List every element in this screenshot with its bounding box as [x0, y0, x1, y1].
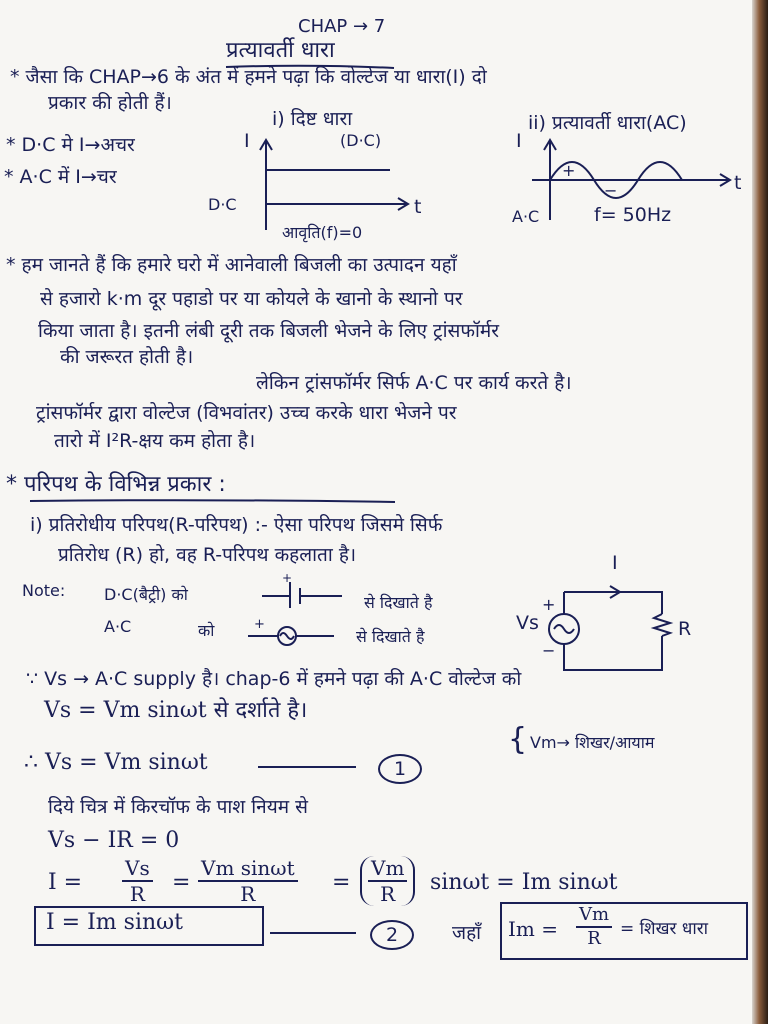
eq2-number: 2 [370, 920, 414, 950]
fraction-vm-r [360, 856, 415, 906]
fraction-denominator: R [129, 882, 145, 906]
circuits-heading: * परिपथ के विभिन्न प्रकार : [6, 472, 226, 497]
transmission-line-2: से हजारो k·m दूर पहाडो पर या कोयले के खानो के स्थानो पर [40, 288, 463, 310]
eq1-dash [258, 764, 358, 770]
diagram-source: Vs [516, 612, 539, 634]
svg-text:+: + [254, 617, 265, 632]
note-ac-ko: को [198, 621, 215, 640]
resistive-circuit-definition-2: प्रतिरोध (R) हो, वह R-परिपथ कहलाता है। [58, 544, 357, 566]
ac-note: * A·C में I→चर [4, 166, 117, 188]
derivation-line-1: ∵ Vs → A·C supply है। chap-6 में हमने पढ़ा की A·C वोल्टेज को [26, 668, 522, 690]
side-brace: { [508, 722, 528, 757]
transmission-line-3: किया जाता है। इतनी लंबी दूरी तक बिजली भेजने के लिए ट्रांसफॉर्मर [38, 320, 500, 342]
fraction-vs-r [122, 856, 153, 906]
diagram-current: I [612, 552, 618, 574]
diagram-plus: + [542, 595, 556, 614]
note-dc-tail: से दिखाते है [364, 593, 433, 612]
derivation-line-4: दिये चित्र में किरचॉफ के पाश नियम से [48, 796, 308, 818]
svg-text:+: + [282, 571, 293, 585]
diagram-minus: − [542, 641, 556, 660]
note-dc: D·C(बैट्री) को [104, 585, 188, 604]
fraction-numerator: Vm [576, 904, 612, 928]
transmission-line-6: ट्रांसफॉर्मर द्वारा वोल्टेज (विभवांतर) उच्च करके धारा भेजने पर [36, 402, 457, 424]
transmission-line-5: लेकिन ट्रांसफॉर्मर सिर्फ A·C पर कार्य करते है। [256, 372, 572, 394]
fraction-numerator: Vm sinωt [198, 856, 298, 882]
peak-current-lhs: Im = [508, 917, 558, 941]
fraction-denominator: R [587, 928, 601, 949]
transmission-line-7: तारो में I²R-क्षय कम होता है। [54, 430, 256, 452]
final-equation: I = Im sinωt [46, 910, 183, 935]
peak-current-label: = शिखर धारा [620, 919, 709, 939]
heading-underline [30, 498, 400, 504]
resistive-circuit-definition: i) प्रतिरोधीय परिपथ(R-परिपथ) :- ऐसा परिपथ जिसमे सिर्फ [30, 514, 443, 536]
note-label: Note: [22, 581, 66, 600]
derivation-line-5: Vs − IR = 0 [48, 828, 180, 853]
ac-heading: ii) प्रत्यावर्ती धारा(AC) [528, 112, 687, 134]
fraction-numerator: Vm [368, 856, 407, 882]
fraction-vm-sinwt-r [198, 856, 298, 906]
ac-axis-x: t [734, 172, 742, 194]
ac-curve-label: A·C [512, 207, 540, 226]
eq2-dash [270, 930, 360, 936]
intro-line-2: प्रकार की होती हैं। [48, 92, 172, 114]
note-ac: A·C [104, 617, 132, 636]
eq-lhs: I = [48, 870, 83, 895]
ac-source-symbol [248, 618, 348, 652]
diagram-resistor: R [678, 618, 692, 640]
intro-line-1: * जैसा कि CHAP→6 के अंत में हमने पढ़ा कि वोल्टेज या धारा(I) दो [10, 66, 487, 88]
dc-frequency: आवृति(f)=0 [282, 223, 363, 242]
page-edge [752, 0, 768, 1024]
dc-axis-y: I [244, 130, 250, 152]
dc-axis-x: t [414, 196, 422, 218]
eq-sign: = [172, 870, 191, 895]
ac-minus: − [604, 181, 618, 200]
ac-frequency: f= 50Hz [594, 204, 672, 226]
chapter-label: CHAP → 7 [298, 16, 386, 37]
fraction-denominator: R [240, 882, 256, 906]
dc-heading: i) दिष्ट धारा [272, 108, 353, 130]
fraction-denominator: R [380, 882, 396, 906]
side-note: Vm→ शिखर/आयाम [530, 733, 655, 752]
dc-curve-label: D·C [208, 195, 237, 214]
fraction-numerator: Vs [122, 856, 153, 882]
derivation-line-3: ∴ Vs = Vm sinωt [24, 750, 208, 775]
dc-note: * D·C मे I→अचर [6, 134, 135, 156]
transmission-line-1: * हम जानते हैं कि हमारे घरो में आनेवाली बिजली का उत्पादन यहाँ [6, 254, 457, 276]
battery-symbol [262, 571, 352, 610]
page-title: प्रत्यावर्ती धारा [226, 38, 335, 63]
r-circuit-diagram [540, 570, 680, 680]
fraction-vm-r-peak [576, 904, 612, 950]
eq-tail: sinωt = Im sinωt [430, 870, 618, 895]
ac-axis-y: I [516, 130, 522, 152]
eq1-number: 1 [378, 754, 422, 784]
transmission-line-4: की जरूरत होती है। [60, 346, 194, 368]
derivation-line-2: Vs = Vm sinωt से दर्शाते है। [44, 698, 308, 723]
eq-sign-2: = [332, 870, 351, 895]
where-label: जहाँ [452, 922, 482, 944]
note-ac-tail: से दिखाते है [356, 627, 425, 646]
dc-graph [230, 136, 420, 236]
dc-abbr: (D·C) [340, 131, 382, 150]
ac-plus: + [562, 161, 576, 180]
